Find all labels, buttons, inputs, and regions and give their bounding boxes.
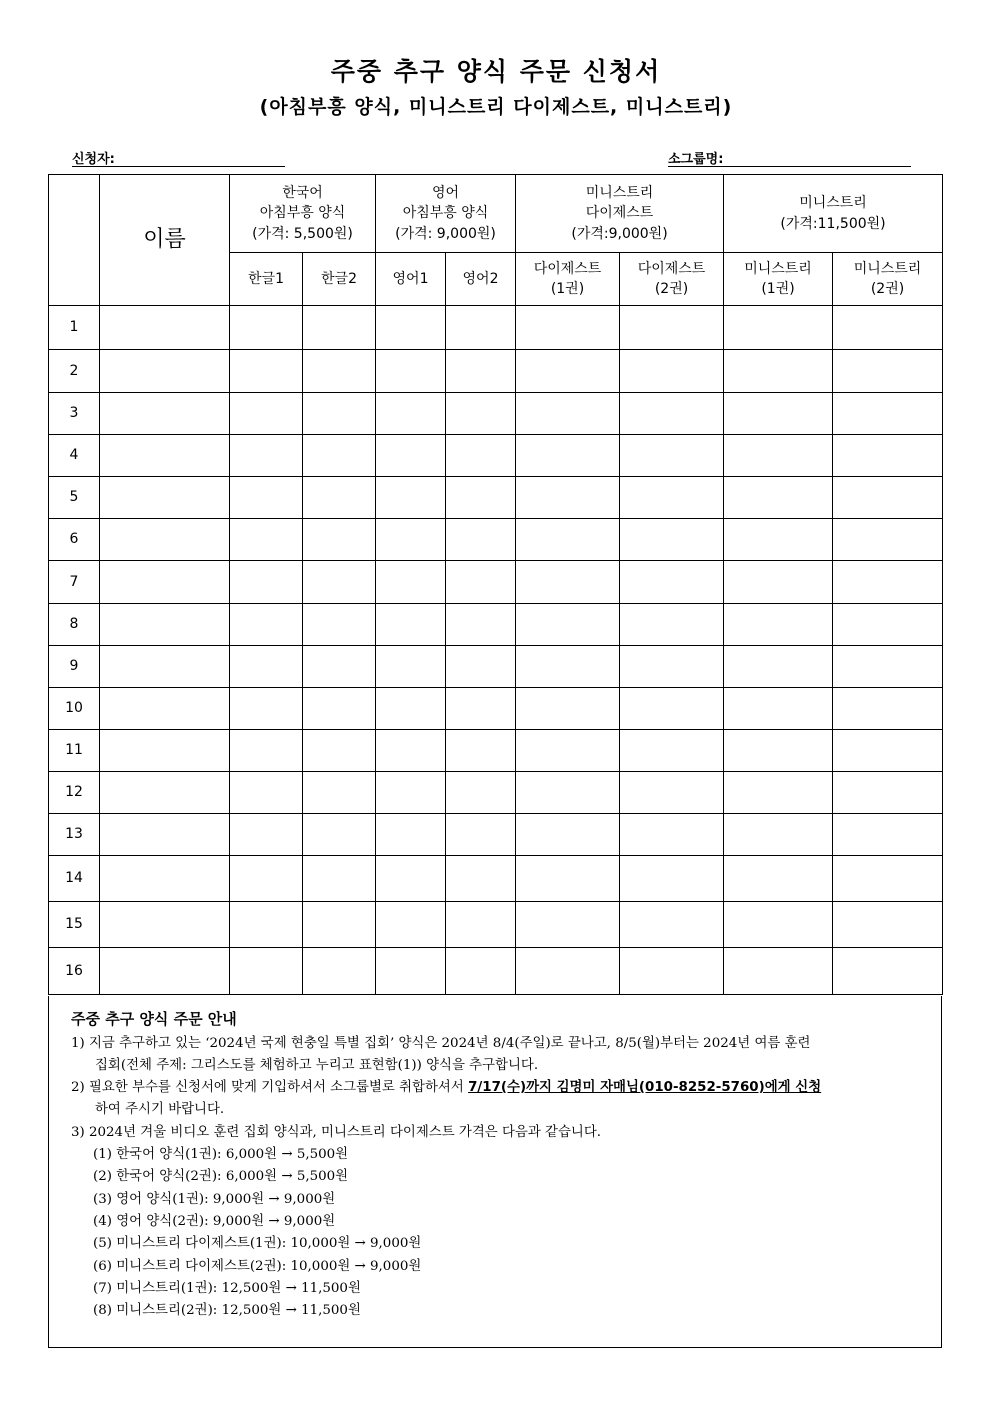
subheader xyxy=(303,253,376,306)
header-line: 아침부흥 양식 xyxy=(259,205,346,222)
name-cell[interactable] xyxy=(100,477,230,519)
quantity-cell[interactable] xyxy=(516,856,620,902)
header-line: 미니스트리 xyxy=(585,185,654,202)
header-line: 한글2 xyxy=(321,270,357,287)
quantity-cell[interactable] xyxy=(516,772,620,814)
table-row xyxy=(49,393,943,435)
order-notes xyxy=(48,996,942,1348)
header-line: 아침부흥 양식 xyxy=(402,205,489,222)
quantity-cell[interactable] xyxy=(303,856,376,902)
header-line: 다이제스트 xyxy=(585,205,654,222)
group-header xyxy=(230,175,376,253)
quantity-cell[interactable] xyxy=(516,646,620,688)
quantity-cell[interactable] xyxy=(230,814,303,856)
quantity-cell[interactable] xyxy=(376,948,446,995)
header-line: (가격:11,500원) xyxy=(780,215,886,232)
quantity-cell[interactable] xyxy=(446,519,516,561)
quantity-cell[interactable] xyxy=(303,730,376,772)
quantity-cell[interactable] xyxy=(303,561,376,604)
quantity-cell[interactable] xyxy=(724,393,833,435)
table-row xyxy=(49,306,943,350)
quantity-cell[interactable] xyxy=(230,772,303,814)
quantity-cell[interactable] xyxy=(376,856,446,902)
name-cell[interactable] xyxy=(100,519,230,561)
note-3: 3) 2024년 겨울 비디오 훈련 집회 양식과, 미니스트리 다이제스트 가격은 다음과 같습니다. xyxy=(71,1125,602,1140)
header-line: 한글1 xyxy=(248,270,284,287)
quantity-cell[interactable] xyxy=(833,519,943,561)
group-header xyxy=(376,175,516,253)
quantity-cell[interactable] xyxy=(724,902,833,948)
name-cell[interactable] xyxy=(100,902,230,948)
name-cell[interactable] xyxy=(100,730,230,772)
quantity-cell[interactable] xyxy=(724,306,833,350)
quantity-cell[interactable] xyxy=(516,435,620,477)
name-cell[interactable] xyxy=(100,561,230,604)
quantity-cell[interactable] xyxy=(620,688,724,730)
quantity-cell[interactable] xyxy=(446,477,516,519)
quantity-cell[interactable] xyxy=(376,772,446,814)
quantity-cell[interactable] xyxy=(230,435,303,477)
quantity-cell[interactable] xyxy=(376,814,446,856)
group-header xyxy=(724,175,943,253)
name-cell[interactable] xyxy=(100,393,230,435)
quantity-cell[interactable] xyxy=(724,688,833,730)
quantity-cell[interactable] xyxy=(516,688,620,730)
header-line: (가격:9,000원) xyxy=(571,225,668,242)
quantity-cell[interactable] xyxy=(516,902,620,948)
table-row xyxy=(49,646,943,688)
group-name-label: 소그룹명: xyxy=(668,152,724,167)
quantity-cell[interactable] xyxy=(446,306,516,350)
row-number: 13 xyxy=(49,814,100,856)
header-line: (2권) xyxy=(870,281,905,297)
form-subtitle: (아침부흥 양식, 미니스트리 다이제스트, 미니스트리) xyxy=(259,96,733,118)
header-line: (1권) xyxy=(550,281,585,297)
quantity-cell[interactable] xyxy=(303,604,376,646)
quantity-cell[interactable] xyxy=(724,519,833,561)
row-number: 11 xyxy=(49,730,100,772)
quantity-cell[interactable] xyxy=(230,604,303,646)
quantity-cell[interactable] xyxy=(376,688,446,730)
row-number: 9 xyxy=(49,646,100,688)
note-2-text: 2) 필요한 부수를 신청서에 맞게 기입하셔서 소그룹별로 취합하셔서 xyxy=(71,1080,469,1095)
quantity-cell[interactable] xyxy=(446,772,516,814)
quantity-cell[interactable] xyxy=(620,646,724,688)
quantity-cell[interactable] xyxy=(446,902,516,948)
name-header: 이름 xyxy=(100,175,230,306)
quantity-cell[interactable] xyxy=(620,730,724,772)
quantity-cell[interactable] xyxy=(833,306,943,350)
quantity-cell[interactable] xyxy=(724,772,833,814)
quantity-cell[interactable] xyxy=(303,350,376,393)
subheader xyxy=(516,253,620,306)
note-2-cont: 하여 주시기 바랍니다. xyxy=(95,1102,225,1117)
quantity-cell[interactable] xyxy=(303,477,376,519)
name-cell[interactable] xyxy=(100,350,230,393)
quantity-cell[interactable] xyxy=(230,688,303,730)
subheader xyxy=(446,253,516,306)
header-line: 미니스트리 xyxy=(744,260,812,277)
quantity-cell[interactable] xyxy=(376,350,446,393)
quantity-cell[interactable] xyxy=(303,772,376,814)
header-line: 미니스트리 xyxy=(799,195,867,212)
header-line: 한국어 xyxy=(282,185,323,202)
row-number: 5 xyxy=(49,477,100,519)
quantity-cell[interactable] xyxy=(724,477,833,519)
header-line: 영어1 xyxy=(392,270,429,287)
quantity-cell[interactable] xyxy=(516,561,620,604)
subheader xyxy=(376,253,446,306)
quantity-cell[interactable] xyxy=(303,435,376,477)
name-cell[interactable] xyxy=(100,604,230,646)
name-cell[interactable] xyxy=(100,435,230,477)
quantity-cell[interactable] xyxy=(303,814,376,856)
note-2-deadline: 7/17(수)까지 김명미 자매님(010-8252-5760)에게 신청 xyxy=(468,1080,822,1095)
quantity-cell[interactable] xyxy=(376,306,446,350)
quantity-cell[interactable] xyxy=(620,393,724,435)
quantity-cell[interactable] xyxy=(620,561,724,604)
quantity-cell[interactable] xyxy=(446,730,516,772)
table-row xyxy=(49,604,943,646)
quantity-cell[interactable] xyxy=(620,902,724,948)
quantity-cell[interactable] xyxy=(303,393,376,435)
quantity-cell[interactable] xyxy=(620,350,724,393)
quantity-cell[interactable] xyxy=(446,350,516,393)
notes-heading: 주중 추구 양식 주문 안내 xyxy=(71,1010,237,1028)
quantity-cell[interactable] xyxy=(516,814,620,856)
row-number: 16 xyxy=(49,948,100,995)
header-line: 미니스트리 xyxy=(853,260,922,277)
row-number: 14 xyxy=(49,856,100,902)
quantity-cell[interactable] xyxy=(833,730,943,772)
quantity-cell[interactable] xyxy=(446,856,516,902)
quantity-cell[interactable] xyxy=(376,435,446,477)
name-cell[interactable] xyxy=(100,646,230,688)
quantity-cell[interactable] xyxy=(446,435,516,477)
quantity-cell[interactable] xyxy=(833,477,943,519)
price-item: (1) 한국어 양식(1권): 6,000원 → 5,500원 xyxy=(93,1147,349,1162)
quantity-cell[interactable] xyxy=(620,306,724,350)
subheader xyxy=(724,253,833,306)
row-number: 2 xyxy=(49,350,100,393)
quantity-cell[interactable] xyxy=(833,856,943,902)
header-line: (1권) xyxy=(761,281,795,297)
table-row xyxy=(49,435,943,477)
table-row xyxy=(49,688,943,730)
quantity-cell[interactable] xyxy=(303,688,376,730)
name-cell[interactable] xyxy=(100,306,230,350)
table-row xyxy=(49,519,943,561)
quantity-cell[interactable] xyxy=(724,948,833,995)
quantity-cell[interactable] xyxy=(230,948,303,995)
subheader xyxy=(833,253,943,306)
row-number: 8 xyxy=(49,604,100,646)
quantity-cell[interactable] xyxy=(833,902,943,948)
applicant-field[interactable] xyxy=(72,148,285,167)
quantity-cell[interactable] xyxy=(833,814,943,856)
name-cell[interactable] xyxy=(100,856,230,902)
quantity-cell[interactable] xyxy=(376,730,446,772)
quantity-cell[interactable] xyxy=(230,646,303,688)
table-row xyxy=(49,856,943,902)
quantity-cell[interactable] xyxy=(303,948,376,995)
order-table xyxy=(48,174,943,995)
quantity-cell[interactable] xyxy=(516,350,620,393)
price-item: (5) 미니스트리 다이제스트(1권): 10,000원 → 9,000원 xyxy=(93,1236,422,1252)
quantity-cell[interactable] xyxy=(446,814,516,856)
row-number: 7 xyxy=(49,561,100,604)
header-line: 영어2 xyxy=(462,270,499,287)
row-number: 12 xyxy=(49,772,100,814)
quantity-cell[interactable] xyxy=(833,561,943,604)
quantity-cell[interactable] xyxy=(446,646,516,688)
quantity-cell[interactable] xyxy=(516,604,620,646)
quantity-cell[interactable] xyxy=(516,306,620,350)
table-row xyxy=(49,902,943,948)
quantity-cell[interactable] xyxy=(620,772,724,814)
row-number-header xyxy=(49,175,100,306)
quantity-cell[interactable] xyxy=(724,856,833,902)
quantity-cell[interactable] xyxy=(516,519,620,561)
quantity-cell[interactable] xyxy=(230,306,303,350)
quantity-cell[interactable] xyxy=(230,519,303,561)
price-item: (4) 영어 양식(2권): 9,000원 → 9,000원 xyxy=(93,1213,336,1229)
quantity-cell[interactable] xyxy=(303,519,376,561)
quantity-cell[interactable] xyxy=(230,477,303,519)
quantity-cell[interactable] xyxy=(376,604,446,646)
quantity-cell[interactable] xyxy=(833,350,943,393)
quantity-cell[interactable] xyxy=(230,350,303,393)
quantity-cell[interactable] xyxy=(446,948,516,995)
quantity-cell[interactable] xyxy=(303,646,376,688)
group-header xyxy=(516,175,724,253)
table-row xyxy=(49,561,943,604)
quantity-cell[interactable] xyxy=(724,561,833,604)
table-row xyxy=(49,730,943,772)
quantity-cell[interactable] xyxy=(724,730,833,772)
header-line: (가격: 5,500원) xyxy=(252,225,353,242)
table-row xyxy=(49,814,943,856)
quantity-cell[interactable] xyxy=(516,393,620,435)
name-cell[interactable] xyxy=(100,772,230,814)
header-line: (가격: 9,000원) xyxy=(395,225,496,242)
quantity-cell[interactable] xyxy=(620,519,724,561)
row-number: 1 xyxy=(49,306,100,350)
quantity-cell[interactable] xyxy=(833,604,943,646)
note-1-cont: 집회(전체 주제: 그리스도를 체험하고 누리고 표현함(1)) 양식을 추구합니다. xyxy=(95,1058,539,1073)
price-item: (7) 미니스트리(1권): 12,500원 → 11,500원 xyxy=(93,1280,361,1296)
quantity-cell[interactable] xyxy=(446,688,516,730)
table-row xyxy=(49,772,943,814)
table-row xyxy=(49,350,943,393)
row-number: 10 xyxy=(49,688,100,730)
header-line: 다이제스트 xyxy=(637,260,706,277)
quantity-cell[interactable] xyxy=(620,435,724,477)
quantity-cell[interactable] xyxy=(833,393,943,435)
quantity-cell[interactable] xyxy=(620,814,724,856)
quantity-cell[interactable] xyxy=(620,948,724,995)
quantity-cell[interactable] xyxy=(620,856,724,902)
quantity-cell[interactable] xyxy=(446,393,516,435)
quantity-cell[interactable] xyxy=(230,393,303,435)
quantity-cell[interactable] xyxy=(230,902,303,948)
note-1: 1) 지금 추구하고 있는 ‘2024년 국제 현충일 특별 집회’ 양식은 2024년 8/4(주일)로 끝나고, 8/5(월)부터는 2024년 여름 훈련 xyxy=(71,1036,811,1051)
name-cell[interactable] xyxy=(100,688,230,730)
row-number: 6 xyxy=(49,519,100,561)
row-number: 3 xyxy=(49,393,100,435)
quantity-cell[interactable] xyxy=(230,856,303,902)
price-item: (8) 미니스트리(2권): 12,500원 → 11,500원 xyxy=(93,1303,361,1319)
quantity-cell[interactable] xyxy=(376,477,446,519)
quantity-cell[interactable] xyxy=(446,604,516,646)
quantity-cell[interactable] xyxy=(376,519,446,561)
quantity-cell[interactable] xyxy=(620,604,724,646)
quantity-cell[interactable] xyxy=(446,561,516,604)
quantity-cell[interactable] xyxy=(620,477,724,519)
applicant-label: 신청자: xyxy=(72,152,115,167)
quantity-cell[interactable] xyxy=(516,730,620,772)
price-item: (2) 한국어 양식(2권): 6,000원 → 5,500원 xyxy=(93,1169,349,1185)
name-cell[interactable] xyxy=(100,948,230,995)
quantity-cell[interactable] xyxy=(724,604,833,646)
row-number: 4 xyxy=(49,435,100,477)
subheader xyxy=(620,253,724,306)
quantity-cell[interactable] xyxy=(303,902,376,948)
table-row xyxy=(49,477,943,519)
group-name-field[interactable] xyxy=(668,148,911,167)
quantity-cell[interactable] xyxy=(833,688,943,730)
quantity-cell[interactable] xyxy=(376,902,446,948)
quantity-cell[interactable] xyxy=(230,730,303,772)
header-line: (2권) xyxy=(654,281,689,297)
quantity-cell[interactable] xyxy=(376,561,446,604)
form-title: 주중 추구 양식 주문 신청서 xyxy=(330,57,662,86)
quantity-cell[interactable] xyxy=(303,306,376,350)
header-line: 영어 xyxy=(431,185,460,202)
quantity-cell[interactable] xyxy=(833,646,943,688)
quantity-cell[interactable] xyxy=(724,646,833,688)
header-line: 다이제스트 xyxy=(533,260,602,277)
quantity-cell[interactable] xyxy=(516,948,620,995)
quantity-cell[interactable] xyxy=(724,814,833,856)
quantity-cell[interactable] xyxy=(724,435,833,477)
price-item: (6) 미니스트리 다이제스트(2권): 10,000원 → 9,000원 xyxy=(93,1258,422,1274)
note-2 xyxy=(71,1076,821,1095)
quantity-cell[interactable] xyxy=(833,772,943,814)
quantity-cell[interactable] xyxy=(376,393,446,435)
subheader xyxy=(230,253,303,306)
quantity-cell[interactable] xyxy=(516,477,620,519)
quantity-cell[interactable] xyxy=(833,435,943,477)
quantity-cell[interactable] xyxy=(724,350,833,393)
row-number: 15 xyxy=(49,902,100,948)
quantity-cell[interactable] xyxy=(230,561,303,604)
table-row xyxy=(49,948,943,995)
name-cell[interactable] xyxy=(100,814,230,856)
quantity-cell[interactable] xyxy=(833,948,943,995)
quantity-cell[interactable] xyxy=(376,646,446,688)
price-item: (3) 영어 양식(1권): 9,000원 → 9,000원 xyxy=(93,1191,336,1207)
